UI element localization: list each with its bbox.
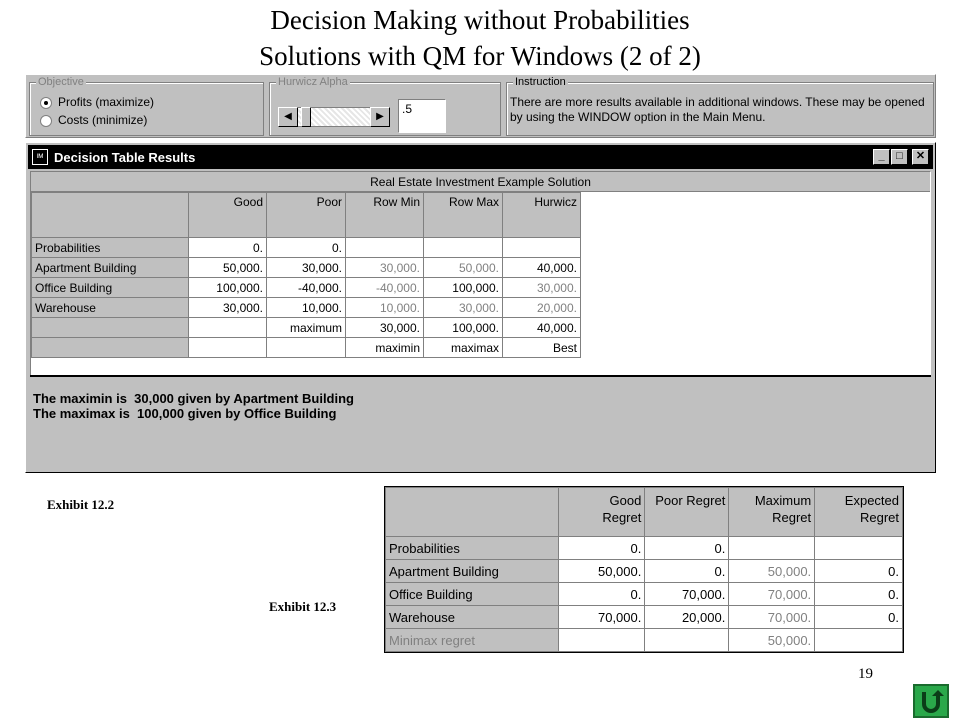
cell: 0.: [815, 606, 903, 629]
regret-table: [385, 487, 903, 652]
options-bar: [25, 74, 936, 138]
cell: [729, 537, 815, 560]
cell[interactable]: 30,000.: [189, 298, 267, 318]
summary-panel: [30, 375, 931, 469]
cell[interactable]: -40,000.: [267, 278, 346, 298]
col-header: Hurwicz: [503, 193, 581, 238]
table-header-row: [32, 193, 581, 238]
cell: [424, 238, 503, 258]
table-row: [32, 338, 581, 358]
return-nav-button[interactable]: [913, 684, 949, 718]
cell: [645, 629, 729, 652]
cell[interactable]: 0.: [645, 560, 729, 583]
col-header-expected-regret: Expected Regret: [815, 488, 903, 537]
table-row: [386, 537, 903, 560]
slide-title-line2: Solutions with QM for Windows (2 of 2): [259, 41, 701, 71]
table-row: [386, 606, 903, 629]
window-titlebar[interactable]: [28, 145, 933, 169]
cell[interactable]: 0.: [558, 583, 645, 606]
close-button[interactable]: ✕: [912, 149, 929, 165]
row-label: Apartment Building: [32, 258, 189, 278]
qm-app-icon[interactable]: ᴵᴹ: [32, 149, 48, 165]
costs-radio[interactable]: [40, 115, 52, 127]
regret-header-row: [386, 488, 903, 537]
hurwicz-group: [269, 76, 501, 136]
cell: 10,000.: [346, 298, 424, 318]
cell: 70,000.: [729, 583, 815, 606]
col-header-maximum-regret: Maximum Regret: [729, 488, 815, 537]
col-header-poor-regret: Poor Regret: [645, 488, 729, 537]
cell: 0.: [815, 560, 903, 583]
row-label: Probabilities: [386, 537, 559, 560]
row-label: [32, 318, 189, 338]
cell: 0.: [815, 583, 903, 606]
cell: 70,000.: [729, 606, 815, 629]
table-row: [32, 238, 581, 258]
exhibit-12-2-label: Exhibit 12.2: [47, 497, 115, 512]
corner-cell: [32, 193, 189, 238]
cell: 40,000.: [503, 318, 581, 338]
scroll-right-arrow-icon[interactable]: ▶: [370, 107, 390, 127]
maximin-summary: The maximin is 30,000 given by Apartment Building: [33, 391, 354, 406]
cell: 50,000.: [729, 629, 815, 652]
table-caption: Real Estate Investment Example Solution: [31, 172, 930, 192]
row-label: Office Building: [386, 583, 559, 606]
row-label: Office Building: [32, 278, 189, 298]
cell: 100,000.: [424, 278, 503, 298]
cell: [267, 338, 346, 358]
slide-title-line1: Decision Making without Probabilities: [270, 5, 690, 35]
cell: 100,000.: [424, 318, 503, 338]
objective-group: [29, 76, 264, 136]
instruction-legend: Instruction: [515, 76, 566, 88]
row-label: [32, 338, 189, 358]
cell: [558, 629, 645, 652]
costs-radio-row[interactable]: [40, 113, 147, 128]
cell[interactable]: 0.: [267, 238, 346, 258]
row-label: Probabilities: [32, 238, 189, 258]
row-label: Apartment Building: [386, 560, 559, 583]
profits-radio[interactable]: [40, 97, 52, 109]
exhibit-12-3-label: Exhibit 12.3: [269, 599, 337, 614]
table-row: [386, 560, 903, 583]
cell[interactable]: 70,000.: [645, 583, 729, 606]
u-turn-arrow-icon: [917, 688, 945, 714]
decision-table: [31, 192, 581, 358]
cell[interactable]: 50,000.: [189, 258, 267, 278]
cell: 50,000.: [729, 560, 815, 583]
instruction-text: There are more results available in additional windows. These may be opened by using the WINDOW option in the Main Menu.: [510, 95, 925, 124]
objective-legend: Objective: [38, 76, 84, 88]
alpha-scrollbar[interactable]: [278, 107, 390, 127]
cell[interactable]: 50,000.: [558, 560, 645, 583]
cell: [815, 537, 903, 560]
cell[interactable]: 20,000.: [645, 606, 729, 629]
table-row: [32, 298, 581, 318]
alpha-input[interactable]: .5: [398, 99, 446, 133]
cell: maximum: [267, 318, 346, 338]
window-title: Decision Table Results: [54, 149, 196, 165]
table-row: [386, 583, 903, 606]
cell[interactable]: 100,000.: [189, 278, 267, 298]
cell: 30,000.: [503, 278, 581, 298]
table-row: [32, 318, 581, 338]
cell: [815, 629, 903, 652]
decision-table-window: [25, 142, 936, 473]
cell: maximax: [424, 338, 503, 358]
profits-radio-row[interactable]: [40, 95, 154, 110]
cell: 20,000.: [503, 298, 581, 318]
cell[interactable]: 30,000.: [267, 258, 346, 278]
corner-cell: [386, 488, 559, 537]
cell: [189, 338, 267, 358]
row-label: Warehouse: [32, 298, 189, 318]
regret-table-frame: [384, 486, 904, 653]
cell[interactable]: 0.: [558, 537, 645, 560]
col-header: Good: [189, 193, 267, 238]
costs-label: Costs (minimize): [58, 113, 148, 127]
minimize-button[interactable]: _: [873, 149, 890, 165]
table-row: [32, 258, 581, 278]
cell: 30,000.: [424, 298, 503, 318]
cell: -40,000.: [346, 278, 424, 298]
row-label: Minimax regret: [386, 629, 559, 652]
profits-label: Profits (maximize): [58, 95, 155, 109]
scroll-left-arrow-icon[interactable]: ◀: [278, 107, 298, 127]
col-header: Poor: [267, 193, 346, 238]
maximax-summary: The maximax is 100,000 given by Office Building: [33, 406, 337, 421]
scroll-thumb[interactable]: [301, 107, 311, 127]
cell: [189, 318, 267, 338]
cell[interactable]: 10,000.: [267, 298, 346, 318]
page-number: 19: [858, 666, 873, 682]
col-header: Row Min: [346, 193, 424, 238]
maximize-button[interactable]: □: [891, 149, 908, 165]
cell: [503, 238, 581, 258]
table-row: [386, 629, 903, 652]
cell[interactable]: 0.: [645, 537, 729, 560]
cell: maximin: [346, 338, 424, 358]
col-header: Row Max: [424, 193, 503, 238]
cell: Best: [503, 338, 581, 358]
cell[interactable]: 0.: [189, 238, 267, 258]
col-header-good-regret: Good Regret: [558, 488, 645, 537]
cell: 30,000.: [346, 318, 424, 338]
cell: 30,000.: [346, 258, 424, 278]
decision-table-frame: [30, 171, 931, 381]
instruction-group: [506, 76, 934, 136]
hurwicz-legend: Hurwicz Alpha: [278, 76, 348, 88]
row-label: Warehouse: [386, 606, 559, 629]
cell[interactable]: 70,000.: [558, 606, 645, 629]
cell: 50,000.: [424, 258, 503, 278]
cell: 40,000.: [503, 258, 581, 278]
cell: [346, 238, 424, 258]
table-row: [32, 278, 581, 298]
